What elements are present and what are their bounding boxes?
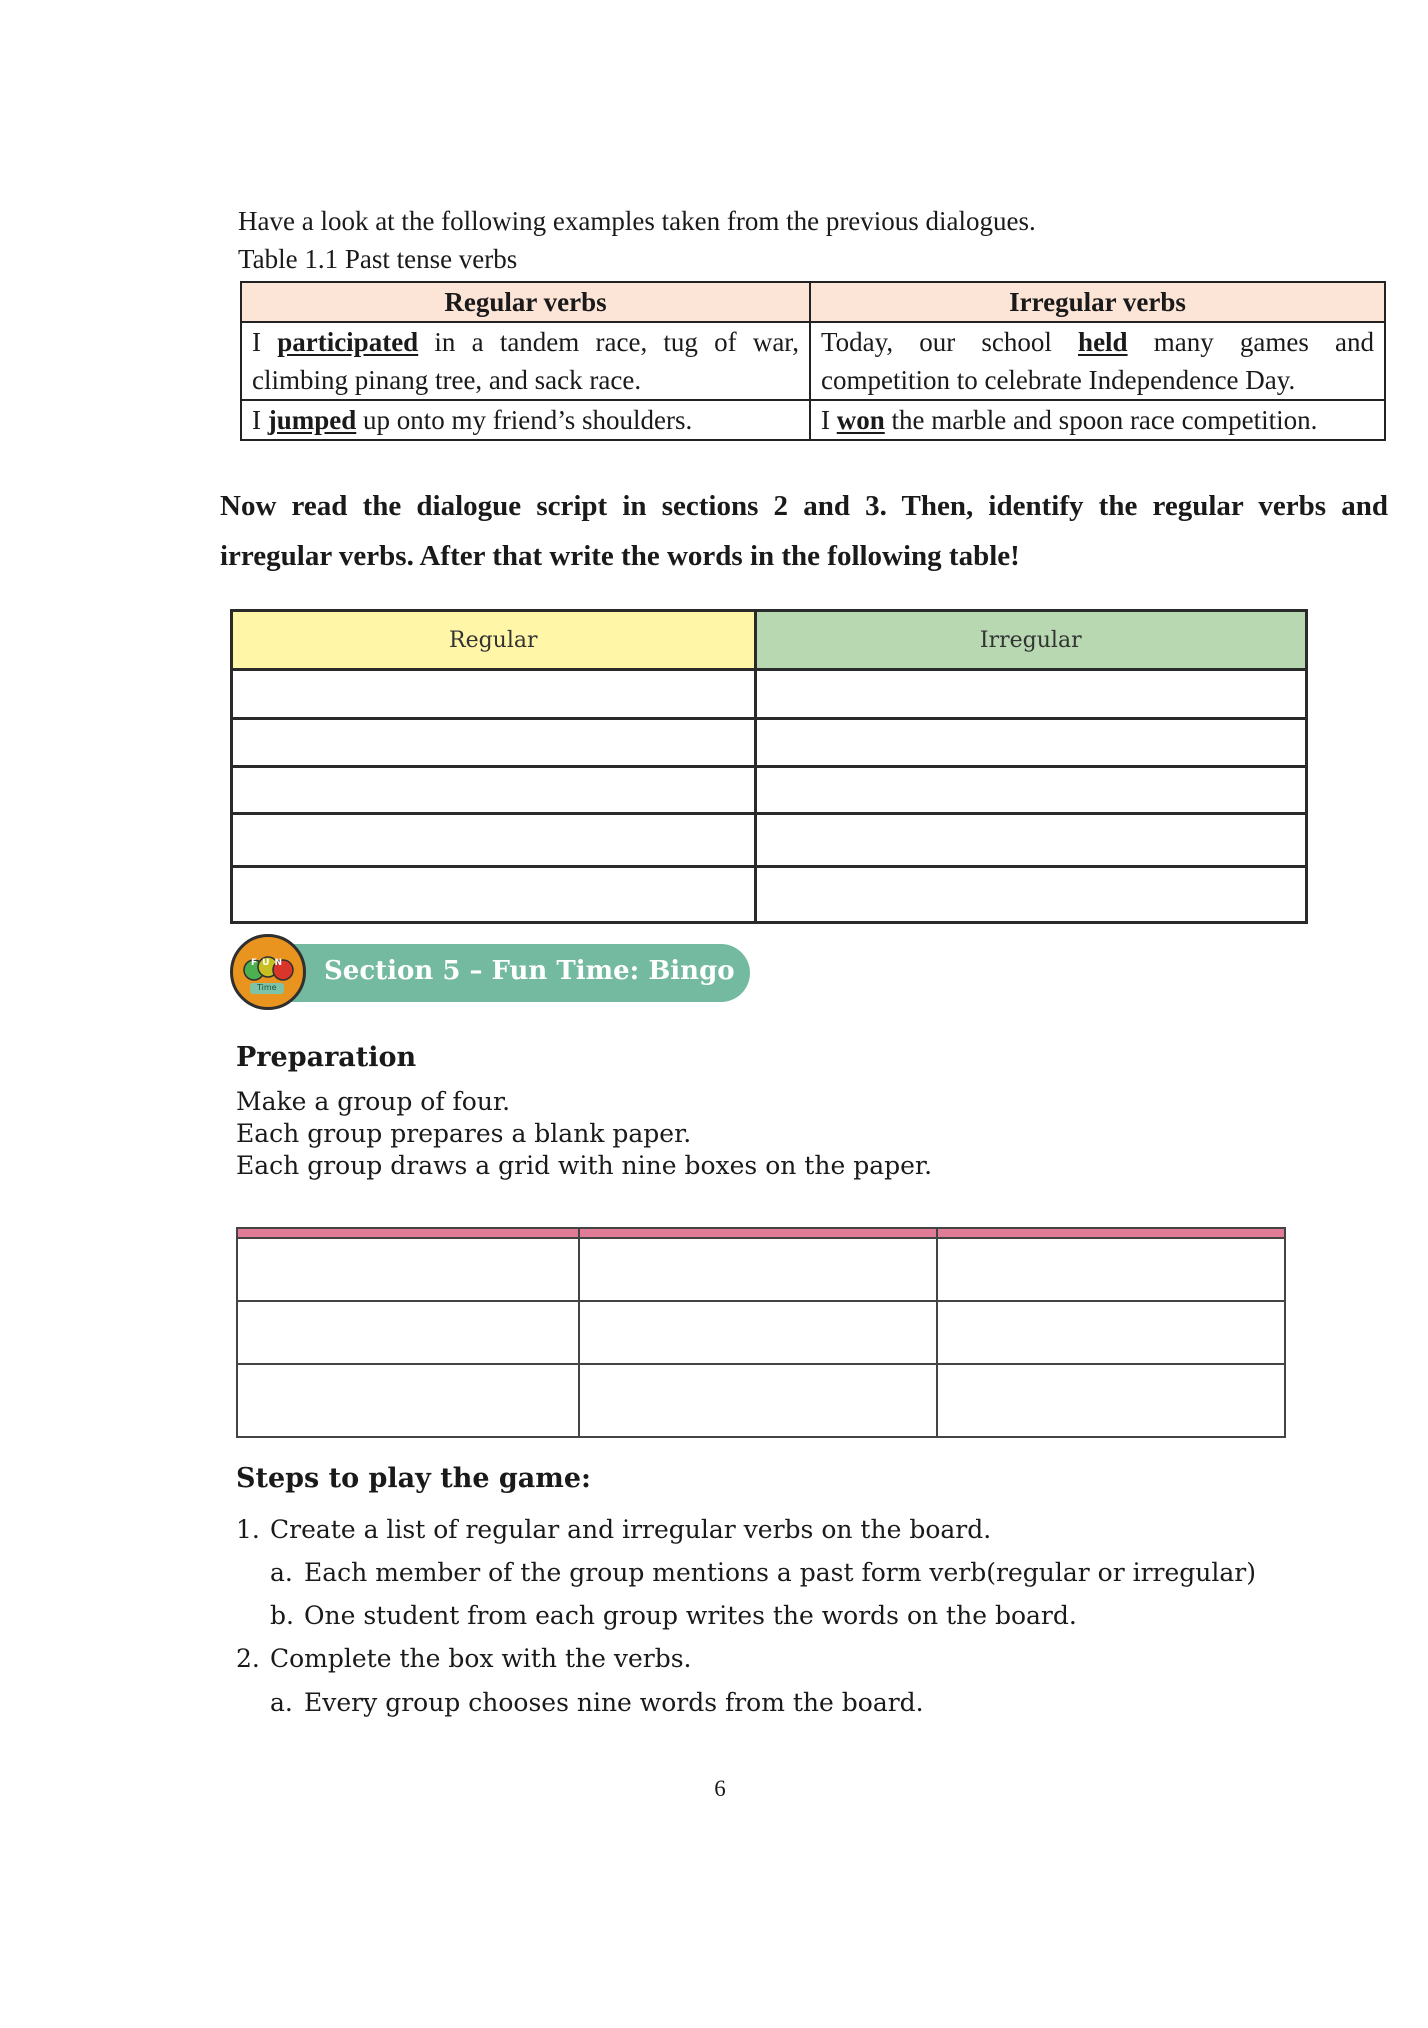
grid-top-band <box>579 1228 937 1238</box>
irregular-answer-cell[interactable] <box>755 719 1306 767</box>
bingo-box[interactable] <box>937 1238 1285 1301</box>
fun-time-badge-icon <box>230 934 306 1010</box>
bingo-box[interactable] <box>237 1364 579 1437</box>
verb-participated: participated <box>277 327 419 357</box>
step-2: 2. Complete the box with the verbs. <box>236 1644 692 1673</box>
irregular-answer-cell[interactable] <box>755 670 1306 719</box>
bingo-box[interactable] <box>237 1301 579 1364</box>
preparation-heading: Preparation <box>236 1042 417 1073</box>
badge-sub-label: Time <box>257 983 277 992</box>
page-number: 6 <box>714 1776 726 1801</box>
table-caption: Table 1.1 Past tense verbs <box>238 244 518 274</box>
header-regular-verbs: Regular verbs <box>241 282 810 322</box>
worksheet-row <box>232 767 1307 814</box>
worksheet-header-regular: Regular <box>232 611 756 670</box>
steps-heading: Steps to play the game: <box>236 1463 591 1494</box>
bingo-grid <box>236 1227 1286 1438</box>
past-tense-verbs-table <box>240 281 1386 441</box>
verb-jumped: jumped <box>267 405 357 435</box>
preparation-line: Each group draws a grid with nine boxes on the paper. <box>236 1151 933 1180</box>
grid-top-band <box>937 1228 1285 1238</box>
bingo-row <box>237 1364 1285 1437</box>
worksheet-row <box>232 670 1307 719</box>
regular-answer-cell[interactable] <box>232 814 756 867</box>
verb-held: held <box>1078 327 1128 357</box>
step-1a: a. Each member of the group mentions a past form verb(regular or irregular) <box>270 1558 1256 1587</box>
regular-answer-cell[interactable] <box>232 767 756 814</box>
instruction-text: Now read the dialogue script in sections 2 and 3. Then, identify the regular verbs and irregular verbs. After that write the words in the following table! <box>220 490 1388 572</box>
step-1: 1. Create a list of regular and irregular verbs on the board. <box>236 1515 992 1544</box>
bingo-box[interactable] <box>579 1301 937 1364</box>
irregular-example-1: Today, our school held many games and competition to celebrate Independence Day. <box>810 322 1385 400</box>
irregular-answer-cell[interactable] <box>755 814 1306 867</box>
grid-top-band <box>237 1228 579 1238</box>
step-1b: b. One student from each group writes the words on the board. <box>270 1601 1077 1630</box>
worksheet-header-irregular: Irregular <box>755 611 1306 670</box>
bingo-box[interactable] <box>579 1238 937 1301</box>
header-irregular-verbs: Irregular verbs <box>810 282 1385 322</box>
bingo-box[interactable] <box>937 1301 1285 1364</box>
bingo-row <box>237 1301 1285 1364</box>
bingo-box[interactable] <box>237 1238 579 1301</box>
badge-label: FUN <box>251 958 287 968</box>
preparation-line: Each group prepares a blank paper. <box>236 1119 692 1148</box>
regular-example-2: I jumped up onto my friend’s shoulders. <box>241 400 810 440</box>
bingo-box[interactable] <box>579 1364 937 1437</box>
worksheet-row <box>232 719 1307 767</box>
worksheet-row <box>232 867 1307 923</box>
irregular-example-2: I won the marble and spoon race competition. <box>810 400 1385 440</box>
intro-text: Have a look at the following examples taken from the previous dialogues. <box>238 206 1036 236</box>
preparation-line: Make a group of four. <box>236 1087 511 1116</box>
verb-won: won <box>836 405 885 435</box>
section-5-banner <box>230 934 750 1004</box>
regular-example-1: I participated in a tandem race, tug of war, climbing pinang tree, and sack race. <box>241 322 810 400</box>
regular-answer-cell[interactable] <box>232 719 756 767</box>
table-row <box>241 322 1385 400</box>
regular-answer-cell[interactable] <box>232 670 756 719</box>
irregular-answer-cell[interactable] <box>755 767 1306 814</box>
bingo-row <box>237 1238 1285 1301</box>
table-row <box>241 400 1385 440</box>
worksheet-row <box>232 814 1307 867</box>
bingo-box[interactable] <box>937 1364 1285 1437</box>
section-title: Section 5 – Fun Time: Bingo <box>324 956 735 986</box>
step-2a: a. Every group chooses nine words from the board. <box>270 1688 924 1717</box>
irregular-answer-cell[interactable] <box>755 867 1306 923</box>
regular-answer-cell[interactable] <box>232 867 756 923</box>
regular-irregular-worksheet <box>230 609 1308 924</box>
